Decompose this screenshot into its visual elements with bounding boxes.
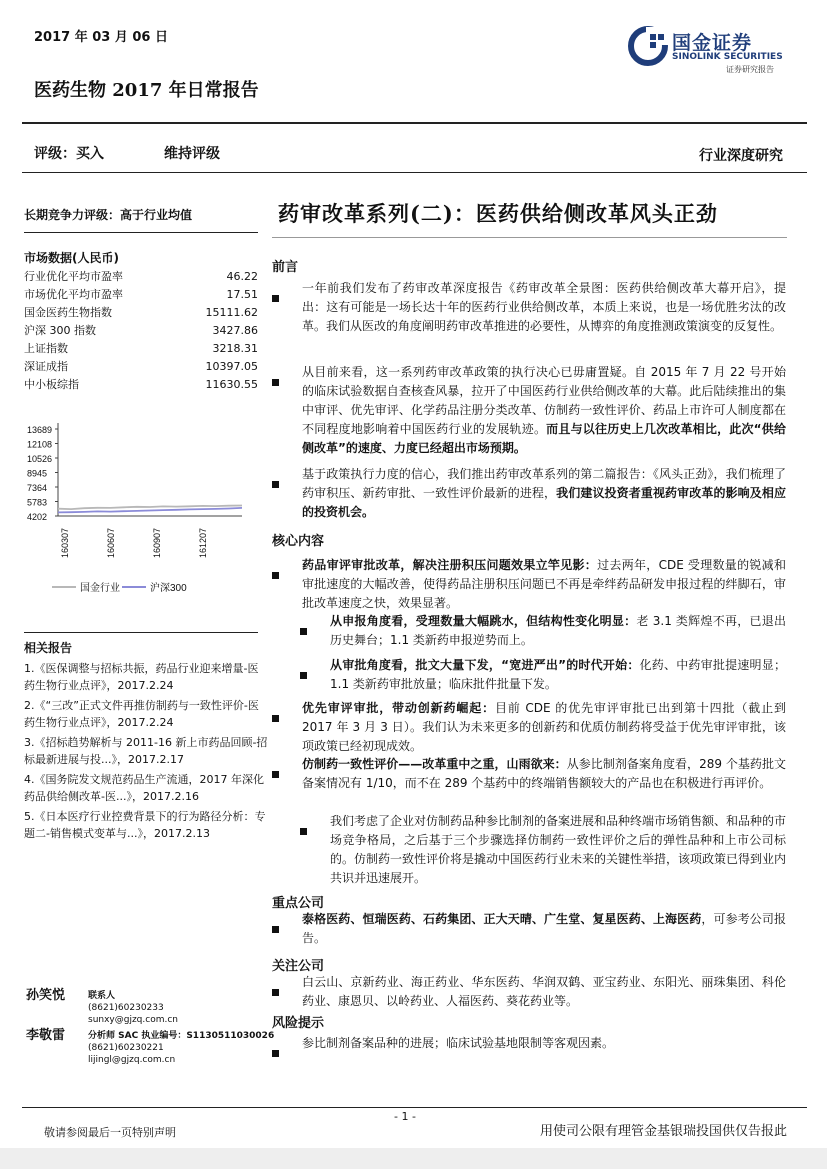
bullet-icon	[272, 473, 282, 492]
core-subparagraph: 从申报角度看，受理数量大幅跳水，但结构性变化明显：老 3.1 类辉煌不再，已退出历史舞台；1.1 类新药申报逆势而上。	[330, 614, 786, 647]
market-data-row	[24, 358, 258, 376]
related-reports	[24, 660, 268, 845]
market-data-row	[24, 286, 258, 304]
page-number: - 1 -	[394, 1110, 416, 1123]
chart-y-tick-label: 5783	[27, 497, 48, 508]
chart-y-tick-label: 12108	[27, 439, 53, 450]
key-companies: 泰格医药、恒瑞医药、石药集团、正大天晴、广生堂、复星医药、上海医药，可参考公司报告。	[302, 912, 786, 945]
market-data-value: 15111.62	[205, 306, 258, 319]
watch-companies: 白云山、京新药业、海正药业、华东医药、华润双鹤、亚宝药业、东阳光、丽珠集团、科伦药业、康恩贝、以岭药业、人福医药、葵花药业等。	[302, 975, 786, 1008]
chart-legend-label: 沪深300	[150, 583, 187, 594]
analyst-card	[26, 990, 276, 1030]
market-data-row	[24, 268, 258, 286]
market-data-label: 国金医药生物指数	[24, 306, 112, 319]
logo-name: 国金证券	[672, 32, 753, 54]
analyst-email: sunxy@gjzq.com.cn	[88, 1015, 178, 1025]
core-paragraph: 仿制药一致性评价——改革重中之重，山雨欲来：从参比制剂备案角度看，289 个基药批文备案情况有 1/10，而不在 289 个基药中的终端销售额较大的产品也在积极进行再评价。	[302, 757, 786, 790]
analyst-card	[26, 1030, 276, 1070]
section-title-watch-companies: 关注公司	[272, 959, 325, 974]
market-data-title: 市场数据(人民币)	[24, 251, 119, 265]
related-divider	[24, 632, 258, 633]
analyst-email: lijingl@gjzq.com.cn	[88, 1055, 176, 1065]
related-report-item[interactable]: 1.《医保调整与招标共振，药品行业迎来增量-医药生物行业点评》，2017.2.24	[24, 662, 259, 692]
market-data-value: 17.51	[226, 288, 258, 301]
bullet-icon	[272, 918, 282, 937]
report-title: 医药生物 2017 年日常报告	[34, 80, 259, 101]
market-data-value: 3218.31	[212, 342, 258, 355]
chart-x-tick-label: 161207	[198, 527, 208, 558]
market-data-row	[24, 376, 258, 394]
analyst-phone: (8621)60230221	[88, 1043, 164, 1053]
risk-text: 参比制剂备案品种的进展；临床试验基地限制等客观因素。	[302, 1036, 615, 1050]
market-data-label: 中小板综指	[24, 378, 79, 391]
bullet-icon	[300, 664, 307, 683]
report-category: 行业深度研究	[699, 148, 783, 164]
logo-tagline: 证券研究报告	[726, 65, 774, 74]
chart-y-tick-label: 10526	[27, 454, 53, 464]
preface-paragraph: 一年前我们发布了药审改革深度报告《药审改革全景图：医药供给侧改革大幕开启》，提出：这有可能是一场长达十年的医药行业供给侧改革，本质上来说，也是一场优胜劣汰的改革。我们从医改的角度阐明药审改革推进的必要性，从博弈的角度推测政策演变的反复性。	[302, 281, 786, 333]
related-reports-title: 相关报告	[24, 641, 73, 655]
rating-divider	[22, 172, 807, 173]
related-report-item[interactable]: 4.《国务院发文规范药品生产流通，2017 年深化药品供给侧改革-医...》，2017.2.16	[24, 773, 264, 803]
section-title-core: 核心内容	[272, 534, 325, 549]
bullet-icon	[272, 707, 282, 726]
chart-x-tick-label: 160307	[60, 527, 70, 558]
core-subparagraph: 从审批角度看，批文大量下发，“宽进严出”的时代开始：化药、中药审批提速明显；1.1 类新药审批放量；临床批件批量下发。	[330, 658, 786, 691]
market-data-row	[24, 304, 258, 322]
analyst-role: 分析师 SAC 执业编号：S1130511030026	[88, 1031, 275, 1041]
chart-x-tick-label: 160907	[152, 527, 162, 558]
analyst-name: 李敬雷	[26, 1028, 66, 1043]
header-divider	[22, 122, 807, 124]
footer-divider	[22, 1107, 807, 1108]
long-term-rating: 长期竞争力评级：高于行业均值	[24, 208, 193, 222]
sinolink-logo-icon	[628, 26, 668, 66]
rating-action: 维持评级	[164, 146, 220, 162]
analyst-name: 孙笑悦	[26, 988, 66, 1003]
bullet-icon	[272, 564, 282, 583]
bottom-strip	[0, 1148, 827, 1169]
footer-notice: 用使司公限有理管金基银瑞投国供仅告报此	[539, 1124, 787, 1139]
chart-legend-label: 国金行业	[80, 583, 120, 594]
bullet-icon	[272, 371, 282, 390]
related-report-item[interactable]: 2.《“三改”正式文件再推仿制药与一致性评价-医药生物行业点评》，2017.2.24	[24, 699, 259, 729]
chart-y-tick-label: 8945	[27, 468, 48, 479]
bullet-icon	[272, 1042, 282, 1061]
analyst-phone: (8621)60230233	[88, 1003, 164, 1013]
chart-y-tick-label: 13689	[27, 425, 53, 435]
market-data-label: 沪深 300 指数	[24, 324, 96, 337]
preface-paragraph: 从目前来看，这一系列药审改革政策的执行决心已毋庸置疑。自 2015 年 7 月 22 号开始的临床试验数据自查核查风暴，拉开了中国医药行业供给侧改革的大幕。此后陆续推出的集中审评、优先审评、化学药品注册分类改革、仿制药一致性评价、药品上市许可人制度都在不同程度地影响着中国医药行业的发展轨迹。而且与以往历史上几次改革相比，此次“供给侧改革”的速度、力度已经超出市场预期。	[302, 365, 786, 455]
section-title-preface: 前言	[272, 260, 299, 275]
sidebar-divider	[24, 232, 258, 233]
bullet-icon	[272, 981, 282, 1000]
market-data-value: 11630.55	[205, 378, 258, 391]
related-report-item[interactable]: 3.《招标趋势解析与 2011-16 新上市药品回顾-招标最新进展与投...》，2017.2.17	[24, 736, 268, 766]
preface-paragraph: 基于政策执行力度的信心，我们推出药审改革系列的第二篇报告：《风头正劲》，我们梳理了药审积压、新药审批、一致性评价最新的进程，我们建议投资者重视药审改革的影响及相应的投资机会。	[302, 467, 786, 519]
market-data-label: 行业优化平均市盈率	[24, 270, 123, 283]
bullet-icon	[300, 620, 307, 639]
market-data-row	[24, 340, 258, 358]
market-data-value: 10397.05	[205, 360, 258, 373]
logo-subtitle: SINOLINK SECURITIES	[672, 52, 783, 62]
market-data-row	[24, 322, 258, 340]
bullet-icon	[272, 287, 282, 306]
core-paragraph: 优先审评审批，带动创新药崛起：目前 CDE 的优先审评审批已出到第十四批（截止到 2017 年 3 月 3 日）。我们认为未来更多的创新药和优质仿制药将受益于优先审评审批，该项政策已经初现成效。	[302, 701, 786, 753]
core-subparagraph: 我们考虑了企业对仿制药品种参比制剂的备案进展和品种终端市场销售额、和品种的市场竞争格局，之后基于三个步骤选择仿制药一致性评价之后的弹性品种和上市公司标的。仿制药一致性评价将是撬动中国医药行业未来的关键性举措，该项政策已得到业内共识并迅速展开。	[330, 814, 787, 885]
analyst-role: 联系人	[88, 991, 116, 1001]
market-data-value: 46.22	[226, 270, 258, 283]
chart-y-tick-label: 7364	[27, 483, 48, 493]
logo	[628, 26, 788, 76]
market-data-label: 上证指数	[24, 342, 68, 355]
report-date: 2017 年 03 月 06 日	[34, 30, 168, 45]
related-report-item[interactable]: 5.《日本医疗行业控费背景下的行为路径分析：专题二-销售模式变革与...》，2017.2.13	[24, 810, 266, 840]
market-data-label: 深证成指	[24, 360, 68, 373]
bullet-icon	[300, 820, 307, 839]
market-data-table	[24, 268, 258, 394]
title-divider	[272, 237, 787, 238]
bullet-icon	[272, 763, 282, 782]
main-title: 药审改革系列(二)：医药供给侧改革风头正劲	[278, 201, 718, 226]
section-title-risk: 风险提示	[272, 1016, 325, 1031]
chart-y-tick-label: 4202	[27, 512, 48, 522]
footer-disclaimer: 敬请参阅最后一页特别声明	[44, 1126, 176, 1139]
core-paragraph: 药品审评审批改革，解决注册积压问题效果立竿见影：过去两年，CDE 受理数量的锐减和审批速度的大幅改善，使得药品注册积压问题已不再是牵绊药品研发申报过程的绊脚石，审批改革速度之快，效果显著。	[302, 558, 786, 610]
market-data-value: 3427.86	[212, 324, 258, 337]
market-data-label: 市场优化平均市盈率	[24, 288, 123, 301]
rating: 评级：买入	[34, 146, 104, 162]
chart-x-tick-label: 160607	[106, 527, 116, 558]
index-chart	[24, 408, 258, 608]
section-title-key-companies: 重点公司	[272, 896, 325, 911]
index-chart-svg	[24, 408, 258, 608]
